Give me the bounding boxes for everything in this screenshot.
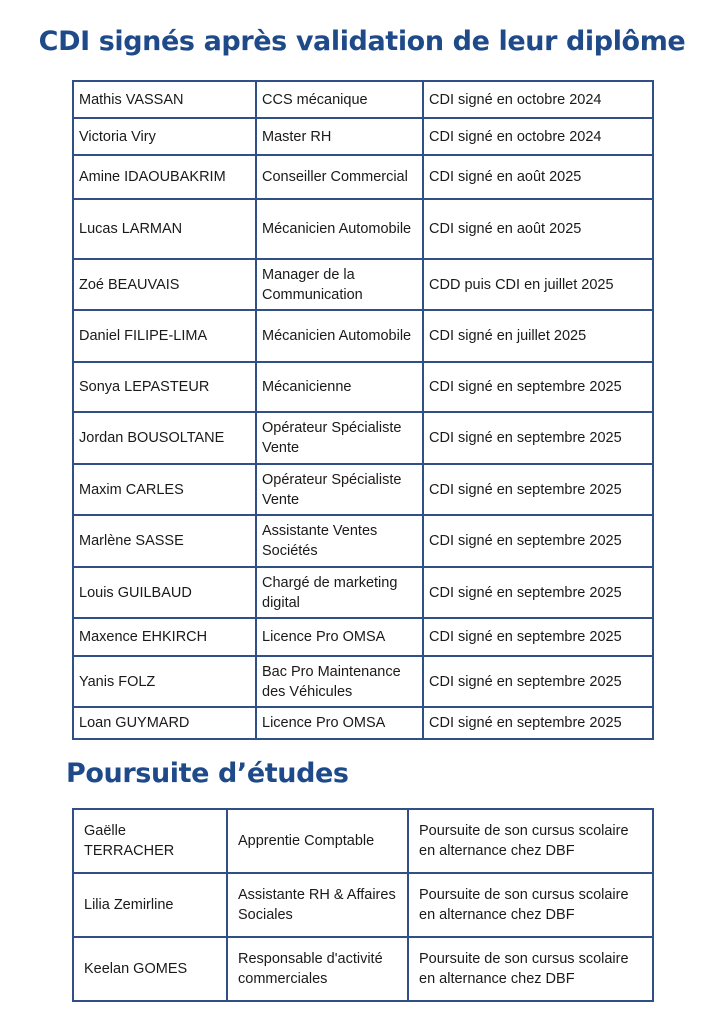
cdi-table	[72, 80, 654, 740]
table-row	[73, 567, 653, 618]
name-cell: Louis GUILBAUD	[73, 567, 256, 618]
table-row	[73, 464, 653, 515]
name-cell: Jordan BOUSOLTANE	[73, 412, 256, 464]
result-cell: CDI signé en octobre 2024	[423, 81, 653, 118]
table-row	[73, 873, 653, 937]
result-cell: CDI signé en août 2025	[423, 199, 653, 259]
program-cell: Mécanicienne	[256, 362, 423, 412]
result-cell: CDD puis CDI en juillet 2025	[423, 259, 653, 310]
result-cell: CDI signé en septembre 2025	[423, 412, 653, 464]
table-row	[73, 656, 653, 707]
program-cell: Assistante RH & Affaires Sociales	[227, 873, 408, 937]
result-cell: CDI signé en septembre 2025	[423, 707, 653, 739]
name-cell: Marlène SASSE	[73, 515, 256, 567]
result-cell: Poursuite de son cursus scolaire en alternance chez DBF	[408, 937, 653, 1001]
result-cell: CDI signé en août 2025	[423, 155, 653, 199]
name-cell: Lucas LARMAN	[73, 199, 256, 259]
table-row	[73, 362, 653, 412]
table-row	[73, 81, 653, 118]
result-cell: CDI signé en septembre 2025	[423, 362, 653, 412]
program-cell: Apprentie Comptable	[227, 809, 408, 873]
program-cell: Master RH	[256, 118, 423, 155]
program-cell: Responsable d'activité commerciales	[227, 937, 408, 1001]
name-cell: Maxim CARLES	[73, 464, 256, 515]
name-cell: Yanis FOLZ	[73, 656, 256, 707]
name-cell: Victoria Viry	[73, 118, 256, 155]
name-cell: Zoé BEAUVAIS	[73, 259, 256, 310]
program-cell: Assistante Ventes Sociétés	[256, 515, 423, 567]
table-row	[73, 199, 653, 259]
program-cell: Mécanicien Automobile	[256, 199, 423, 259]
table-row	[73, 937, 653, 1001]
name-cell: Maxence EHKIRCH	[73, 618, 256, 656]
result-cell: CDI signé en septembre 2025	[423, 515, 653, 567]
result-cell: CDI signé en octobre 2024	[423, 118, 653, 155]
result-cell: CDI signé en septembre 2025	[423, 656, 653, 707]
name-cell: Lilia Zemirline	[73, 873, 227, 937]
table-row	[73, 707, 653, 739]
table-row	[73, 618, 653, 656]
name-cell: Sonya LEPASTEUR	[73, 362, 256, 412]
result-cell: CDI signé en juillet 2025	[423, 310, 653, 362]
program-cell: Licence Pro OMSA	[256, 707, 423, 739]
result-cell: Poursuite de son cursus scolaire en alternance chez DBF	[408, 873, 653, 937]
table-row	[73, 515, 653, 567]
name-cell: Gaëlle TERRACHER	[73, 809, 227, 873]
program-cell: Manager de la Communication	[256, 259, 423, 310]
program-cell: Conseiller Commercial	[256, 155, 423, 199]
program-cell: Opérateur Spécialiste Vente	[256, 464, 423, 515]
program-cell: CCS mécanique	[256, 81, 423, 118]
studies-table	[72, 808, 654, 1002]
table-row	[73, 809, 653, 873]
studies-title: Poursuite d’études	[66, 758, 349, 789]
page-title: CDI signés après validation de leur diplôme	[38, 26, 686, 57]
program-cell: Licence Pro OMSA	[256, 618, 423, 656]
result-cell: CDI signé en septembre 2025	[423, 464, 653, 515]
program-cell: Bac Pro Maintenance des Véhicules	[256, 656, 423, 707]
table-row	[73, 259, 653, 310]
table-row	[73, 118, 653, 155]
table-row	[73, 412, 653, 464]
name-cell: Mathis VASSAN	[73, 81, 256, 118]
program-cell: Chargé de marketing digital	[256, 567, 423, 618]
name-cell: Loan GUYMARD	[73, 707, 256, 739]
name-cell: Keelan GOMES	[73, 937, 227, 1001]
table-row	[73, 310, 653, 362]
name-cell: Daniel FILIPE-LIMA	[73, 310, 256, 362]
program-cell: Opérateur Spécialiste Vente	[256, 412, 423, 464]
program-cell: Mécanicien Automobile	[256, 310, 423, 362]
result-cell: CDI signé en septembre 2025	[423, 618, 653, 656]
name-cell: Amine IDAOUBAKRIM	[73, 155, 256, 199]
result-cell: CDI signé en septembre 2025	[423, 567, 653, 618]
table-row	[73, 155, 653, 199]
result-cell: Poursuite de son cursus scolaire en alternance chez DBF	[408, 809, 653, 873]
